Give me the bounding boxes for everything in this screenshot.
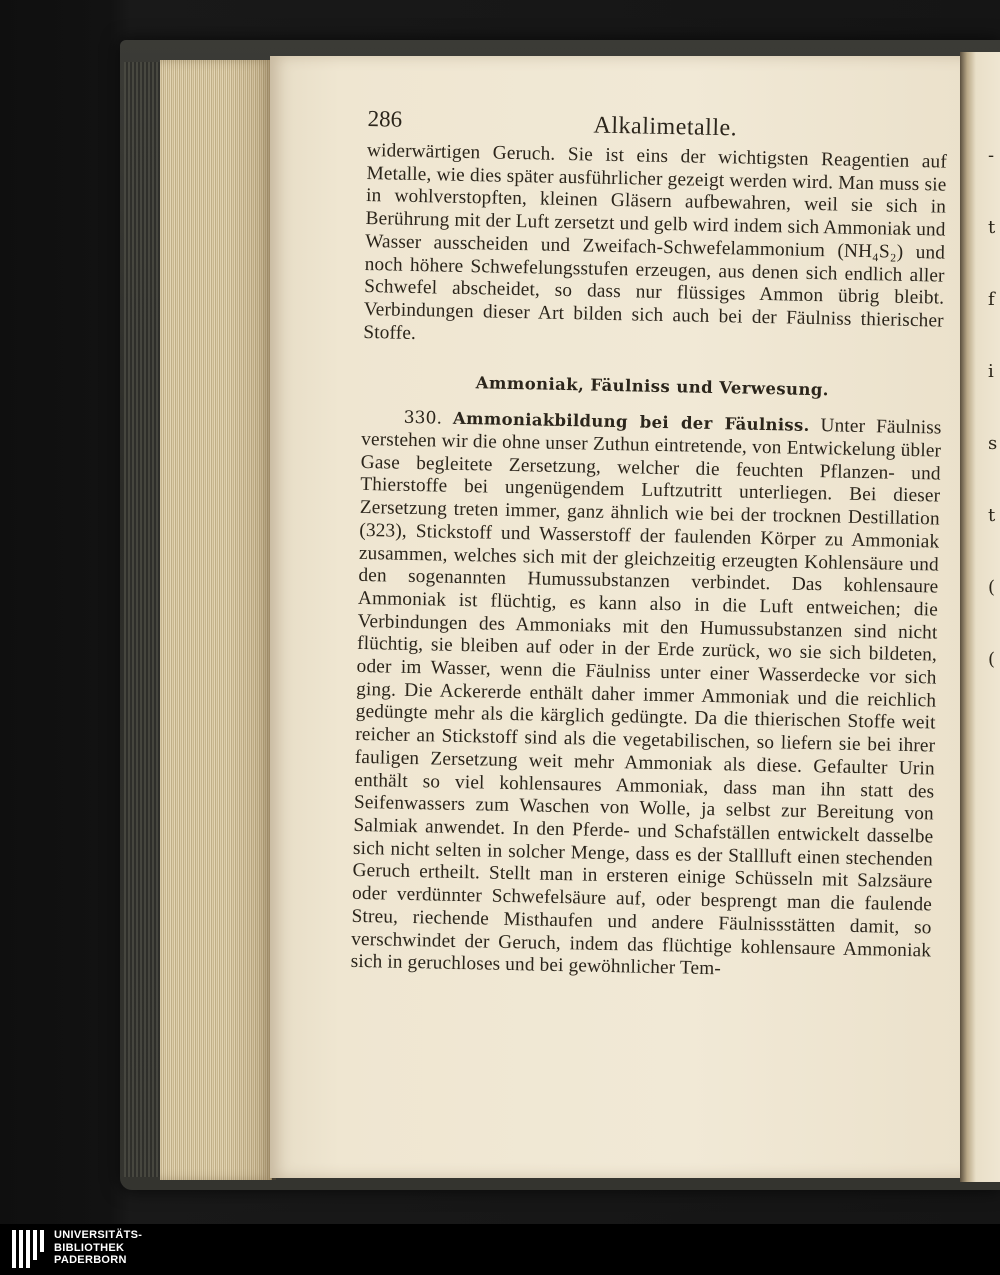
page-number: 286 xyxy=(367,105,403,132)
section-heading: Ammoniak, Fäulniss und Verwesung. xyxy=(475,373,830,400)
facing-letter: ( xyxy=(988,577,996,598)
body-paragraph: widerwärtigen Geruch. Sie ist eins der wichtigsten Reagentien auf Metalle, wie dies später ausführlicher gezeigt werden wird. Man muss sie in wohlverstopften, kleinen Gläsern aufbewahren, weil sie sich in Berührung mit der Luft zersetzt und gelb wird indem sich Ammoniak und Wasser ausscheiden und Zweifach-Schwefelammonium (NH₄S₂) und noch höhere Schwefelungsstufen erzeugen, aus denen sich endlich aller Schwefel abscheidet, so dass nur flüssiges Ammon übrig bleibt. Verbindungen dieser Art bilden sich auch bei der Fäulniss thierischer Stoffe. xyxy=(363,139,948,344)
logo-line: UNIVERSITÄTS- xyxy=(54,1229,143,1241)
numbered-paragraph xyxy=(351,406,942,985)
facing-page-letters xyxy=(988,120,1000,696)
logo-line: BIBLIOTHEK xyxy=(54,1241,125,1254)
book-spine xyxy=(124,62,164,1177)
page-edge-shadow xyxy=(228,60,276,1180)
facing-letter: s xyxy=(988,433,998,454)
paragraph-title: Ammoniakbildung bei der Fäulniss. xyxy=(452,409,810,436)
library-logo-icon xyxy=(12,1230,46,1268)
library-logo-text xyxy=(54,1229,142,1267)
facing-letter: t xyxy=(988,505,996,526)
running-title: Alkalimetalle. xyxy=(593,112,738,142)
page-content xyxy=(351,102,948,985)
facing-letter: - xyxy=(988,145,995,166)
facing-letter: f xyxy=(988,289,995,310)
facing-letter: ( xyxy=(988,649,996,670)
logo-line: PADERBORN xyxy=(54,1254,127,1266)
paragraph-text: Unter Fäulniss verstehen wir die ohne unser Zuthun eintretende, von Entwickelung übler Gase begleitete Zersetzung, welcher die feuchten Pflanzen- und Thierstoffe bei ungenügendem Luftzutritt unterliegen. Bei dieser Zersetzung treten immer, ganz ähnlich wie bei der trocknen Destillation (323), Stickstoff und Wasserstoff der faulenden Körper zu Ammoniak zusammen, welches sich mit der gleichzeitig erzeugten Kohlensäure und den sogenannten Humussubstanzen verbindet. Das kohlensaure Ammoniak ist flüchtig, es kann also in die Luft entweichen; die Verbindungen des Ammoniaks mit den Humussubstanzen sind nicht flüchtig, sie bleiben auf oder in der Erde zurück, wo sie sich bildeten, oder im Wasser, wenn die Fäulniss unter einer Wasserdecke vor sich ging. Die Ackererde enthält daher immer Ammoniak und die reichlich gedüngte mehr als die kärglich gedüngte. Da die thierischen Stoffe weit reicher an Stickstoff sind als die vegetabilischen, so liefern sie bei ihrer fauligen Zersetzung weit mehr Ammoniak als diese. Gefaulter Urin enthält so viel kohlensaures Ammoniak, dass man ihn statt des Seifenwassers zum Waschen von Wolle, ja selbst zur Bereitung von Salmiak anwendet. In den Pferde- und Schafställen entwickelt dasselbe sich nicht selten in solcher Menge, dass es der Stallluft einen stechenden Geruch ertheilt. Stellt man in ersteren einige Schüsseln mit Salzsäure oder verdünnter Schwefelsäure auf, oder besprengt man die faulende Streu, riechende Misthaufen und andere Fäulnissstätten damit, so verschwindet der Geruch, indem das flüchtige kohlensaure Ammoniak sich in geruchloses und bei gewöhnlicher Tem- xyxy=(350,415,942,980)
facing-letter: t xyxy=(988,217,996,238)
paragraph-number: 330. xyxy=(403,408,443,429)
footer-bar xyxy=(0,1224,1000,1275)
facing-letter: i xyxy=(988,361,994,382)
